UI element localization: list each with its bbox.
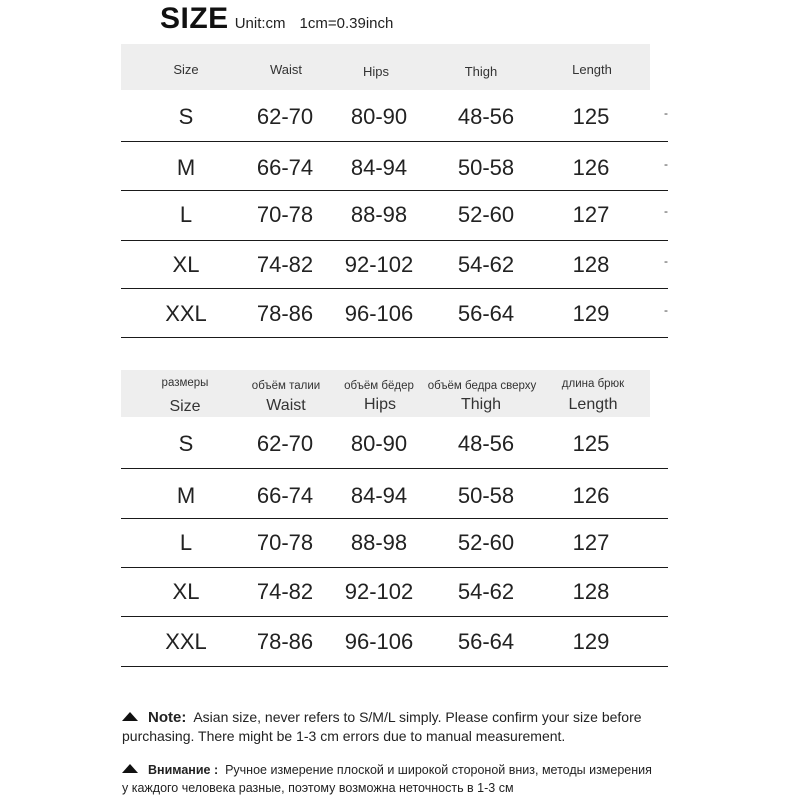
ru-note-text-line-2: у каждого человека разные, поэтому возможна неточность в 1-3 см — [122, 781, 514, 795]
table-row — [121, 431, 668, 471]
cell-length: 127 — [572, 202, 610, 227]
unit-conversion: 1cm=0.39inch — [299, 15, 394, 32]
cell-hips: 88-98 — [350, 530, 408, 555]
header-thigh: Thigh — [464, 64, 498, 79]
cell-hips: 92-102 — [344, 579, 414, 604]
cell-thigh: 56-64 — [457, 301, 515, 326]
table-row — [121, 483, 668, 523]
table-row — [121, 579, 668, 619]
title-row — [160, 2, 393, 36]
ru-note-text-line-1: Ручное измерение плоской и широкой стороной вниз, методы измерения — [225, 763, 652, 777]
table-row — [121, 301, 668, 341]
cell-thigh: 54-62 — [457, 252, 515, 277]
cell-length: 127 — [572, 530, 610, 555]
cell-thigh: 52-60 — [457, 202, 515, 227]
header-thigh: Thigh — [460, 396, 502, 413]
header-thigh-ru: объём бедра сверху — [427, 380, 537, 392]
cell-waist: 66-74 — [256, 483, 314, 508]
cell-size: S — [178, 431, 194, 456]
row-end-mark: - — [664, 204, 668, 218]
size-table-english — [121, 44, 668, 344]
cell-waist: 70-78 — [256, 202, 314, 227]
row-divider — [121, 468, 668, 469]
page-title: SIZE — [160, 2, 229, 35]
cell-hips: 80-90 — [350, 104, 408, 129]
cell-waist: 78-86 — [256, 629, 314, 654]
ru-note-label: Внимание : — [148, 763, 219, 777]
table-row — [121, 104, 668, 144]
row-end-mark: - — [664, 157, 668, 171]
cell-length: 128 — [572, 579, 610, 604]
cell-length: 128 — [572, 252, 610, 277]
note-text-line-2: purchasing. There might be 1-3 cm errors due to manual measurement. — [122, 728, 566, 744]
note-label: Note: — [148, 709, 187, 726]
row-divider — [121, 337, 668, 338]
header-size-ru: размеры — [161, 377, 209, 389]
cell-thigh: 56-64 — [457, 629, 515, 654]
warning-triangle-icon — [122, 712, 138, 721]
table-row — [121, 629, 668, 669]
table-row — [121, 155, 668, 195]
row-divider — [121, 518, 668, 519]
cell-thigh: 52-60 — [457, 530, 515, 555]
table-header — [121, 370, 650, 417]
unit-label: Unit:cm — [234, 15, 286, 32]
header-length: Length — [568, 396, 618, 413]
cell-hips: 88-98 — [350, 202, 408, 227]
header-length: Length — [572, 62, 612, 77]
row-divider — [121, 288, 668, 289]
cell-waist: 66-74 — [256, 155, 314, 180]
cell-hips: 92-102 — [344, 252, 414, 277]
cell-size: M — [176, 483, 196, 508]
cell-thigh: 50-58 — [457, 155, 515, 180]
table-header — [121, 44, 650, 90]
cell-length: 125 — [572, 104, 610, 129]
row-divider — [121, 567, 668, 568]
cell-size: XXL — [165, 629, 207, 654]
header-length-ru: длина брюк — [561, 378, 625, 390]
table-row — [121, 252, 668, 292]
cell-size: L — [179, 202, 193, 227]
row-end-mark: - — [664, 106, 668, 120]
note-english — [122, 708, 642, 745]
cell-length: 126 — [572, 155, 610, 180]
header-waist: Waist — [266, 397, 306, 414]
cell-size: XL — [172, 579, 200, 604]
cell-thigh: 48-56 — [457, 431, 515, 456]
cell-length: 125 — [572, 431, 610, 456]
note-russian — [122, 761, 652, 797]
table-row — [121, 530, 668, 570]
row-end-mark: - — [664, 254, 668, 268]
cell-thigh: 48-56 — [457, 104, 515, 129]
row-divider — [121, 666, 668, 667]
cell-hips: 80-90 — [350, 431, 408, 456]
cell-hips: 96-106 — [344, 301, 414, 326]
cell-size: L — [179, 530, 193, 555]
table-row — [121, 202, 668, 242]
cell-length: 129 — [572, 629, 610, 654]
cell-waist: 74-82 — [256, 252, 314, 277]
row-divider — [121, 141, 668, 142]
cell-hips: 84-94 — [350, 155, 408, 180]
header-waist-ru: объём талии — [251, 380, 321, 392]
cell-length: 129 — [572, 301, 610, 326]
header-size: Size — [169, 398, 201, 415]
row-divider — [121, 240, 668, 241]
header-hips: Hips — [363, 396, 396, 413]
cell-length: 126 — [572, 483, 610, 508]
cell-hips: 96-106 — [344, 629, 414, 654]
cell-hips: 84-94 — [350, 483, 408, 508]
cell-thigh: 54-62 — [457, 579, 515, 604]
row-divider — [121, 190, 668, 191]
cell-waist: 78-86 — [256, 301, 314, 326]
cell-waist: 62-70 — [256, 431, 314, 456]
cell-size: S — [178, 104, 194, 129]
cell-size: M — [176, 155, 196, 180]
cell-size: XXL — [165, 301, 207, 326]
header-size: Size — [173, 62, 199, 77]
cell-waist: 70-78 — [256, 530, 314, 555]
header-hips: Hips — [362, 64, 389, 79]
row-end-mark: - — [664, 303, 668, 317]
cell-thigh: 50-58 — [457, 483, 515, 508]
warning-triangle-icon — [122, 764, 138, 773]
note-text-line-1: Asian size, never refers to S/M/L simply. Please confirm your size before — [193, 709, 642, 725]
cell-waist: 74-82 — [256, 579, 314, 604]
cell-waist: 62-70 — [256, 104, 314, 129]
row-divider — [121, 616, 668, 617]
cell-size: XL — [172, 252, 200, 277]
size-table-russian — [121, 370, 668, 670]
header-hips-ru: объём бёдер — [344, 380, 414, 392]
header-waist: Waist — [269, 62, 303, 77]
